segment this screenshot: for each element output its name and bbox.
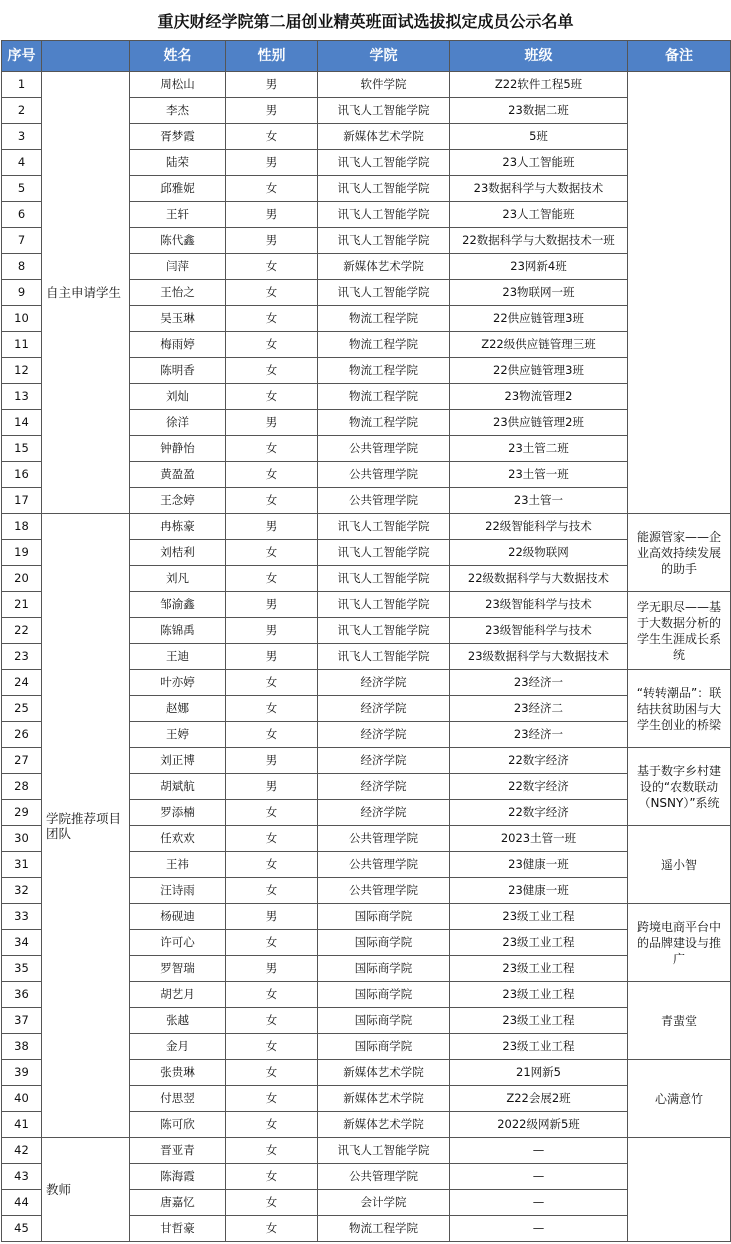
row-class: 21网新5 (450, 1060, 628, 1086)
row-class: 23物联网一班 (450, 280, 628, 306)
row-index: 22 (2, 618, 42, 644)
category-cell: 教师 (42, 1138, 130, 1242)
row-gender: 女 (226, 384, 318, 410)
row-college: 讯飞人工智能学院 (318, 1138, 450, 1164)
row-gender: 女 (226, 176, 318, 202)
row-class: Z22会展2班 (450, 1086, 628, 1112)
row-index: 2 (2, 98, 42, 124)
row-class: 23级工业工程 (450, 956, 628, 982)
row-class: 23经济一 (450, 722, 628, 748)
row-name: 梅雨婷 (130, 332, 226, 358)
row-index: 20 (2, 566, 42, 592)
row-index: 32 (2, 878, 42, 904)
row-index: 24 (2, 670, 42, 696)
row-class: 23土管一 (450, 488, 628, 514)
row-name: 刘灿 (130, 384, 226, 410)
row-college: 经济学院 (318, 722, 450, 748)
row-college: 讯飞人工智能学院 (318, 202, 450, 228)
row-college: 公共管理学院 (318, 852, 450, 878)
row-class: 23经济一 (450, 670, 628, 696)
row-index: 19 (2, 540, 42, 566)
row-college: 国际商学院 (318, 982, 450, 1008)
row-class: 23健康一班 (450, 878, 628, 904)
row-gender: 男 (226, 202, 318, 228)
row-class: Z22软件工程5班 (450, 72, 628, 98)
row-name: 王怡之 (130, 280, 226, 306)
row-gender: 女 (226, 982, 318, 1008)
row-college: 经济学院 (318, 800, 450, 826)
row-gender: 男 (226, 748, 318, 774)
header-category (42, 41, 130, 72)
row-college: 讯飞人工智能学院 (318, 540, 450, 566)
row-college: 国际商学院 (318, 1034, 450, 1060)
row-name: 闫萍 (130, 254, 226, 280)
row-gender: 女 (226, 488, 318, 514)
row-class: 23数据科学与大数据技术 (450, 176, 628, 202)
row-gender: 女 (226, 462, 318, 488)
row-class: 22供应链管理3班 (450, 358, 628, 384)
row-name: 吴玉琳 (130, 306, 226, 332)
row-class: 23级智能科学与技术 (450, 618, 628, 644)
row-index: 25 (2, 696, 42, 722)
row-name: 许可心 (130, 930, 226, 956)
row-name: 付思翌 (130, 1086, 226, 1112)
row-gender: 女 (226, 566, 318, 592)
row-index: 26 (2, 722, 42, 748)
table-row (2, 514, 731, 540)
row-gender: 男 (226, 774, 318, 800)
header-class: 班级 (450, 41, 628, 72)
row-index: 43 (2, 1164, 42, 1190)
header-note: 备注 (628, 41, 731, 72)
table-row (2, 72, 731, 98)
row-class: 23经济二 (450, 696, 628, 722)
row-college: 公共管理学院 (318, 878, 450, 904)
row-class: 22级数据科学与大数据技术 (450, 566, 628, 592)
row-name: 张贵琳 (130, 1060, 226, 1086)
row-gender: 女 (226, 306, 318, 332)
row-name: 晋亚青 (130, 1138, 226, 1164)
row-name: 陈海霞 (130, 1164, 226, 1190)
row-index: 35 (2, 956, 42, 982)
row-class: 23数据二班 (450, 98, 628, 124)
row-index: 44 (2, 1190, 42, 1216)
row-gender: 女 (226, 436, 318, 462)
row-class: 22级物联网 (450, 540, 628, 566)
header-college: 学院 (318, 41, 450, 72)
row-college: 公共管理学院 (318, 826, 450, 852)
row-index: 1 (2, 72, 42, 98)
row-class: 23级工业工程 (450, 982, 628, 1008)
row-class: — (450, 1216, 628, 1242)
note-cell (628, 1138, 731, 1242)
row-college: 公共管理学院 (318, 462, 450, 488)
row-class: 2023土管一班 (450, 826, 628, 852)
row-class: 23物流管理2 (450, 384, 628, 410)
row-name: 陆荣 (130, 150, 226, 176)
row-gender: 男 (226, 618, 318, 644)
row-index: 38 (2, 1034, 42, 1060)
member-table (1, 40, 731, 1242)
row-college: 物流工程学院 (318, 410, 450, 436)
row-name: 陈锦禹 (130, 618, 226, 644)
row-college: 讯飞人工智能学院 (318, 566, 450, 592)
row-index: 45 (2, 1216, 42, 1242)
row-gender: 男 (226, 228, 318, 254)
row-college: 公共管理学院 (318, 436, 450, 462)
row-college: 经济学院 (318, 670, 450, 696)
row-index: 39 (2, 1060, 42, 1086)
row-class: 5班 (450, 124, 628, 150)
row-college: 讯飞人工智能学院 (318, 618, 450, 644)
note-cell: 能源管家——企业高效持续发展的助手 (628, 514, 731, 592)
row-gender: 男 (226, 98, 318, 124)
row-name: 胥梦霞 (130, 124, 226, 150)
row-index: 30 (2, 826, 42, 852)
note-cell: 心满意竹 (628, 1060, 731, 1138)
row-gender: 男 (226, 72, 318, 98)
row-name: 赵娜 (130, 696, 226, 722)
row-gender: 男 (226, 410, 318, 436)
row-index: 18 (2, 514, 42, 540)
row-college: 新媒体艺术学院 (318, 1086, 450, 1112)
row-name: 胡斌航 (130, 774, 226, 800)
row-college: 讯飞人工智能学院 (318, 644, 450, 670)
row-gender: 女 (226, 1138, 318, 1164)
row-college: 新媒体艺术学院 (318, 124, 450, 150)
row-index: 11 (2, 332, 42, 358)
row-gender: 男 (226, 644, 318, 670)
row-class: 23级工业工程 (450, 904, 628, 930)
row-college: 物流工程学院 (318, 306, 450, 332)
row-class: 23人工智能班 (450, 202, 628, 228)
row-class: 23健康一班 (450, 852, 628, 878)
row-college: 公共管理学院 (318, 1164, 450, 1190)
row-college: 讯飞人工智能学院 (318, 98, 450, 124)
row-class: — (450, 1138, 628, 1164)
header-index: 序号 (2, 41, 42, 72)
row-name: 杨砚迪 (130, 904, 226, 930)
row-college: 国际商学院 (318, 1008, 450, 1034)
row-name: 冉栋豪 (130, 514, 226, 540)
row-index: 10 (2, 306, 42, 332)
row-class: Z22级供应链管理三班 (450, 332, 628, 358)
row-gender: 女 (226, 826, 318, 852)
row-class: 23级工业工程 (450, 1034, 628, 1060)
row-gender: 女 (226, 1112, 318, 1138)
row-class: 22级智能科学与技术 (450, 514, 628, 540)
row-name: 刘正博 (130, 748, 226, 774)
row-name: 金月 (130, 1034, 226, 1060)
row-class: — (450, 1164, 628, 1190)
row-gender: 女 (226, 1034, 318, 1060)
page-title: 重庆财经学院第二届创业精英班面试选拔拟定成员公示名单 (157, 11, 574, 31)
row-name: 王念婷 (130, 488, 226, 514)
row-gender: 女 (226, 1190, 318, 1216)
row-index: 37 (2, 1008, 42, 1034)
row-name: 王祎 (130, 852, 226, 878)
note-cell: 遥小智 (628, 826, 731, 904)
row-gender: 女 (226, 800, 318, 826)
row-index: 8 (2, 254, 42, 280)
row-college: 讯飞人工智能学院 (318, 592, 450, 618)
row-class: 2022级网新5班 (450, 1112, 628, 1138)
note-cell: “转转潮品”：联结扶贫助困与大学生创业的桥梁 (628, 670, 731, 748)
row-college: 物流工程学院 (318, 358, 450, 384)
row-class: 23级智能科学与技术 (450, 592, 628, 618)
note-cell: 学无职尽——基于大数据分析的学生生涯成长系统 (628, 592, 731, 670)
row-college: 讯飞人工智能学院 (318, 150, 450, 176)
row-gender: 女 (226, 332, 318, 358)
row-gender: 女 (226, 254, 318, 280)
row-name: 胡艺月 (130, 982, 226, 1008)
row-class: 23供应链管理2班 (450, 410, 628, 436)
row-index: 28 (2, 774, 42, 800)
row-name: 唐嘉忆 (130, 1190, 226, 1216)
row-index: 33 (2, 904, 42, 930)
row-college: 经济学院 (318, 696, 450, 722)
row-name: 罗智瑞 (130, 956, 226, 982)
row-class: 22数字经济 (450, 800, 628, 826)
row-gender: 女 (226, 1216, 318, 1242)
row-class: 23土管一班 (450, 462, 628, 488)
header-name: 姓名 (130, 41, 226, 72)
row-gender: 女 (226, 540, 318, 566)
row-index: 23 (2, 644, 42, 670)
row-college: 经济学院 (318, 748, 450, 774)
row-college: 物流工程学院 (318, 332, 450, 358)
row-class: 23级工业工程 (450, 1008, 628, 1034)
row-index: 14 (2, 410, 42, 436)
row-name: 王迪 (130, 644, 226, 670)
row-name: 叶亦婷 (130, 670, 226, 696)
row-index: 21 (2, 592, 42, 618)
row-name: 邹渝鑫 (130, 592, 226, 618)
row-class: — (450, 1190, 628, 1216)
row-class: 23人工智能班 (450, 150, 628, 176)
row-college: 公共管理学院 (318, 488, 450, 514)
row-gender: 女 (226, 1086, 318, 1112)
row-index: 4 (2, 150, 42, 176)
row-gender: 男 (226, 592, 318, 618)
row-college: 软件学院 (318, 72, 450, 98)
table-body (2, 72, 731, 1242)
note-cell: 基于数字乡村建设的“农数联动（NSNY）”系统 (628, 748, 731, 826)
row-index: 16 (2, 462, 42, 488)
row-index: 34 (2, 930, 42, 956)
row-index: 12 (2, 358, 42, 384)
row-index: 6 (2, 202, 42, 228)
row-index: 27 (2, 748, 42, 774)
row-class: 22数字经济 (450, 774, 628, 800)
row-gender: 女 (226, 930, 318, 956)
row-college: 国际商学院 (318, 930, 450, 956)
row-gender: 女 (226, 670, 318, 696)
row-gender: 女 (226, 722, 318, 748)
row-name: 徐洋 (130, 410, 226, 436)
row-college: 国际商学院 (318, 956, 450, 982)
row-name: 王婷 (130, 722, 226, 748)
row-name: 甘哲豪 (130, 1216, 226, 1242)
row-name: 黄盈盈 (130, 462, 226, 488)
category-cell: 学院推荐项目团队 (42, 514, 130, 1138)
row-college: 讯飞人工智能学院 (318, 514, 450, 540)
row-class: 23级工业工程 (450, 930, 628, 956)
row-gender: 男 (226, 514, 318, 540)
row-name: 张越 (130, 1008, 226, 1034)
row-index: 31 (2, 852, 42, 878)
row-gender: 男 (226, 956, 318, 982)
row-college: 新媒体艺术学院 (318, 1060, 450, 1086)
row-name: 邱雅妮 (130, 176, 226, 202)
row-name: 钟静怡 (130, 436, 226, 462)
row-class: 23网新4班 (450, 254, 628, 280)
row-name: 任欢欢 (130, 826, 226, 852)
row-class: 22数字经济 (450, 748, 628, 774)
row-gender: 女 (226, 878, 318, 904)
row-gender: 女 (226, 696, 318, 722)
note-cell: 跨境电商平台中的品牌建设与推广 (628, 904, 731, 982)
row-index: 9 (2, 280, 42, 306)
row-index: 40 (2, 1086, 42, 1112)
row-index: 41 (2, 1112, 42, 1138)
row-gender: 女 (226, 280, 318, 306)
row-college: 新媒体艺术学院 (318, 254, 450, 280)
row-index: 3 (2, 124, 42, 150)
row-gender: 女 (226, 124, 318, 150)
row-gender: 男 (226, 904, 318, 930)
row-index: 42 (2, 1138, 42, 1164)
row-name: 罗添楠 (130, 800, 226, 826)
table-row (2, 1138, 731, 1164)
row-index: 17 (2, 488, 42, 514)
row-gender: 女 (226, 1008, 318, 1034)
category-cell: 自主申请学生 (42, 72, 130, 514)
row-name: 王轩 (130, 202, 226, 228)
row-college: 物流工程学院 (318, 1216, 450, 1242)
row-index: 15 (2, 436, 42, 462)
row-index: 29 (2, 800, 42, 826)
row-college: 新媒体艺术学院 (318, 1112, 450, 1138)
row-name: 刘凡 (130, 566, 226, 592)
note-cell (628, 72, 731, 514)
header-gender: 性别 (226, 41, 318, 72)
row-class: 23级数据科学与大数据技术 (450, 644, 628, 670)
row-index: 36 (2, 982, 42, 1008)
row-college: 讯飞人工智能学院 (318, 176, 450, 202)
row-name: 周松山 (130, 72, 226, 98)
note-cell: 青蜚堂 (628, 982, 731, 1060)
row-gender: 男 (226, 150, 318, 176)
row-index: 7 (2, 228, 42, 254)
row-name: 李杰 (130, 98, 226, 124)
row-gender: 女 (226, 1164, 318, 1190)
row-college: 物流工程学院 (318, 384, 450, 410)
row-gender: 女 (226, 1060, 318, 1086)
row-gender: 女 (226, 358, 318, 384)
row-college: 讯飞人工智能学院 (318, 228, 450, 254)
row-college: 讯飞人工智能学院 (318, 280, 450, 306)
row-college: 会计学院 (318, 1190, 450, 1216)
row-gender: 女 (226, 852, 318, 878)
row-index: 13 (2, 384, 42, 410)
row-name: 刘桔利 (130, 540, 226, 566)
row-index: 5 (2, 176, 42, 202)
row-name: 陈明香 (130, 358, 226, 384)
row-name: 汪诗雨 (130, 878, 226, 904)
header-row (2, 41, 731, 72)
row-name: 陈代鑫 (130, 228, 226, 254)
row-class: 23土管二班 (450, 436, 628, 462)
row-name: 陈可欣 (130, 1112, 226, 1138)
row-class: 22数据科学与大数据技术一班 (450, 228, 628, 254)
row-college: 经济学院 (318, 774, 450, 800)
row-class: 22供应链管理3班 (450, 306, 628, 332)
row-college: 国际商学院 (318, 904, 450, 930)
